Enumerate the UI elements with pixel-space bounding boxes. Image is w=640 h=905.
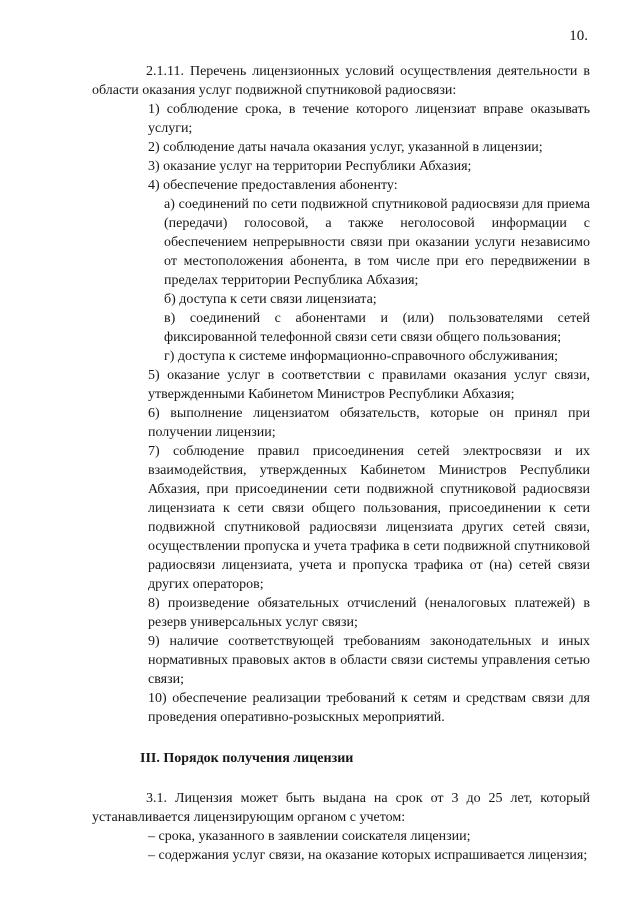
list-item: 4) обеспечение предоставления абоненту: bbox=[148, 178, 398, 193]
list-item: – содержания услуг связи, на оказание которых испрашивается лицензия; bbox=[148, 848, 588, 863]
document-body bbox=[92, 62, 590, 865]
sub-list-item: г) доступа к системе информационно-справочного обслуживания; bbox=[164, 349, 559, 364]
sub-list-item: в) соединений с абонентами и (или) пользователями сетей фиксированной телефонной связи сети связи общего пользования; bbox=[164, 311, 590, 345]
list-item: 6) выполнение лицензиатом обязательств, которые он принял при получении лицензии; bbox=[148, 406, 590, 440]
list-item: 1) соблюдение срока, в течение которого лицензиат вправе оказывать услуги; bbox=[148, 102, 590, 136]
page-number: 10. bbox=[569, 28, 588, 44]
list-item: 2) соблюдение даты начала оказания услуг, указанной в лицензии; bbox=[148, 140, 543, 155]
sub-list-item: б) доступа к сети связи лицензиата; bbox=[164, 292, 377, 307]
list-item: 3) оказание услуг на территории Республики Абхазия; bbox=[148, 159, 472, 174]
list-item: 8) произведение обязательных отчислений (неналоговых платежей) в резерв универсальных услуг связи; bbox=[148, 596, 590, 630]
section-heading: III. Порядок получения лицензии bbox=[140, 751, 354, 766]
section-2-1-11-intro: 2.1.11. Перечень лицензионных условий осуществления деятельности в области оказания услуг подвижной спутниковой радиосвязи: bbox=[92, 64, 590, 98]
sub-list-item: а) соединений по сети подвижной спутниковой радиосвязи для приема (передачи) голосовой, а также неголосовой информации с обеспечением непрерывности связи при оказании услуги независимо от местоположения абонента, в том числе при его передвижении в пределах территории Республика Абхазия; bbox=[164, 197, 590, 288]
section-3-1-paragraph: 3.1. Лицензия может быть выдана на срок от 3 до 25 лет, который устанавливается лицензирующим органом с учетом: bbox=[92, 791, 590, 825]
list-item: – срока, указанного в заявлении соискателя лицензии; bbox=[148, 829, 471, 844]
list-item: 7) соблюдение правил присоединения сетей электросвязи и их взаимодействия, утвержденных Кабинетом Министров Республики Абхазия, при присоединении сети подвижной спутниковой радиосвязи лицензиата к сети связи общего пользования, присоединении к сети подвижной спутниковой радиосвязи лицензиата других сетей связи, осуществлении пропуска и учета трафика в сети подвижной спутниковой радиосвязи лицензиата, учета и пропуска трафика от (на) сетей связи других операторов; bbox=[148, 444, 590, 592]
list-item: 9) наличие соответствующей требованиям законодательных и иных нормативных правовых актов в области связи системы управления сетью связи; bbox=[148, 634, 590, 687]
list-item: 5) оказание услуг в соответствии с правилами оказания услуг связи, утвержденными Кабинетом Министров Республики Абхазия; bbox=[148, 368, 590, 402]
list-item: 10) обеспечение реализации требований к сетям и средствам связи для проведения оперативно-розыскных мероприятий. bbox=[148, 691, 590, 725]
